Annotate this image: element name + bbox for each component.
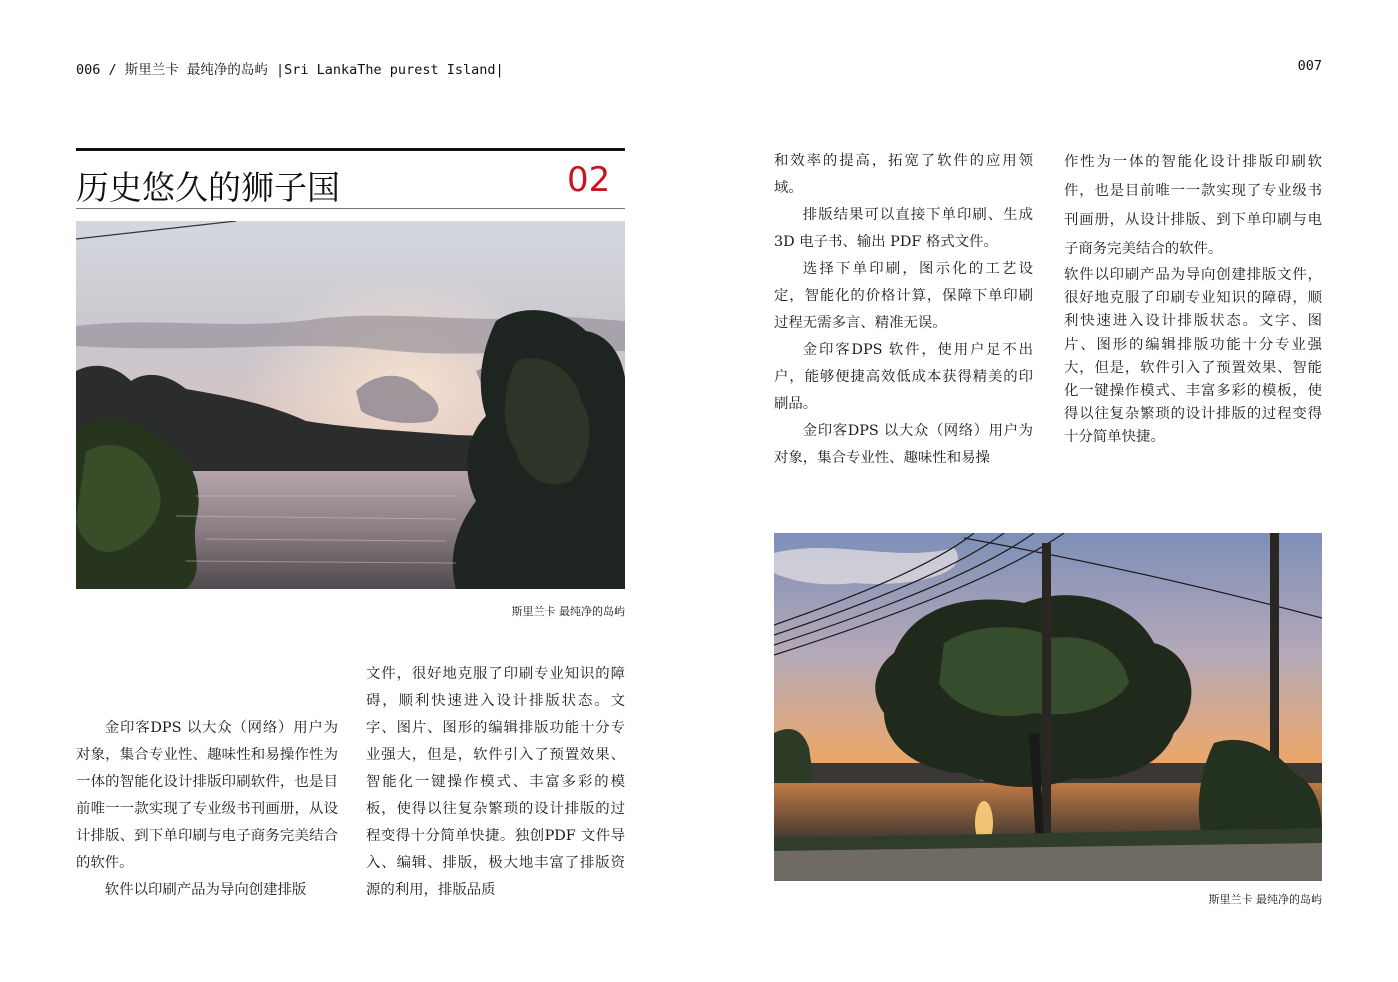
paragraph: 软件以印刷产品为导向创建排版文件，很好地克服了印刷专业知识的障碍，顺利快速进入设计排版状态。文字、图片、图形的编辑排版功能十分专业强大，但是，软件引入了预置效果、智能化一键操作模式、丰富多彩的模板，使得以往复杂繁琐的设计排版的过程变得十分简单快捷。	[1064, 267, 1322, 446]
body-column-right-1	[774, 148, 1033, 472]
paragraph: 和效率的提高，拓宽了软件的应用领域。	[774, 153, 1033, 196]
paragraph: 金印客DPS 以大众（网络）用户为对象，集合专业性、趣味性和易操作性为一体的智能化设计排版印刷软件，也是目前唯一一款实现了专业级书刊画册，从设计排版、到下单印刷与电子商务完美结合的软件。	[76, 720, 338, 871]
river-sunset-photo	[774, 533, 1322, 881]
paragraph: 选择下单印刷，图示化的工艺设定，智能化的价格计算，保障下单印刷过程无需多言、精准无误。	[774, 261, 1033, 331]
running-header-left: 006 / 斯里兰卡 最纯净的岛屿 |Sri LankaThe purest Island|	[76, 62, 504, 78]
title-rule-top	[76, 148, 625, 151]
paragraph: 文件，很好地克服了印刷专业知识的障碍，顺利快速进入设计排版状态。文字、图片、图形的编辑排版功能十分专业强大，但是，软件引入了预置效果、智能化一键操作模式、丰富多彩的模板，使得以往复杂繁琐的设计排版的过程变得十分简单快捷。独创PDF 文件导入、编辑、排版，极大地丰富了排版资源的利用，排版品质	[366, 666, 625, 898]
title-rule-bottom	[76, 208, 625, 209]
body-column-left-2	[366, 661, 625, 904]
page-number-right: 007	[1297, 58, 1322, 74]
paragraph: 金印客DPS 软件，使用户足不出户，能够便捷高效低成本获得精美的印刷品。	[774, 342, 1033, 412]
photo-caption: 斯里兰卡 最纯净的岛屿	[1208, 893, 1322, 906]
paragraph: 排版结果可以直接下单印刷、生成 3D 电子书、输出 PDF 格式文件。	[774, 207, 1033, 250]
paragraph: 金印客DPS 以大众（网络）用户为对象，集合专业性、趣味性和易操	[774, 423, 1033, 466]
body-column-left-1	[76, 715, 338, 904]
body-column-right-2	[1064, 148, 1322, 450]
section-title: 历史悠久的狮子国	[76, 168, 340, 207]
section-number: 02	[567, 160, 611, 200]
photo-caption: 斯里兰卡 最纯净的岛屿	[511, 605, 625, 618]
paragraph: 软件以印刷产品为导向创建排版	[104, 882, 307, 898]
paragraph: 作性为一体的智能化设计排版印刷软件，也是目前唯一一款实现了专业级书刊画册，从设计排版、到下单印刷与电子商务完美结合的软件。	[1064, 154, 1322, 257]
lake-sunset-photo	[76, 221, 625, 589]
